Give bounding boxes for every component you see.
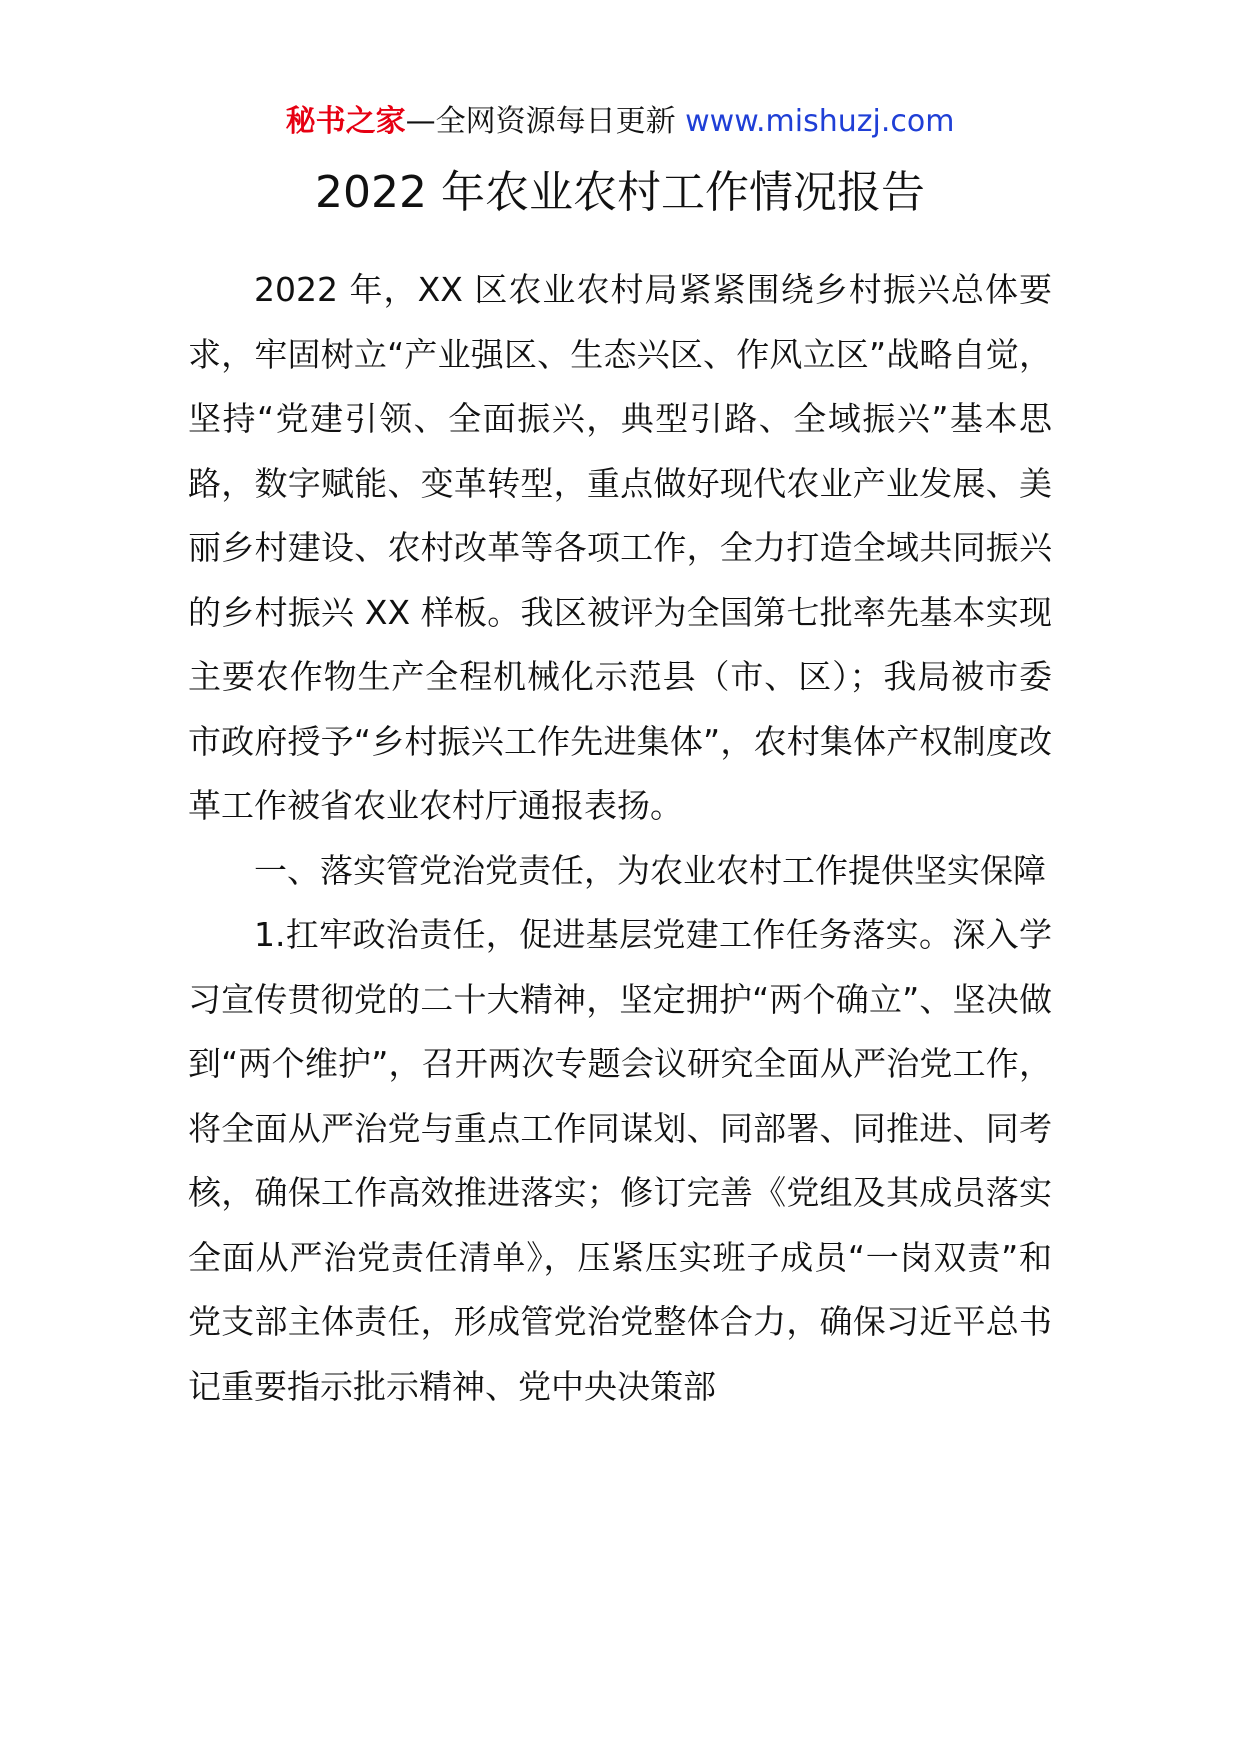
intro-paragraph: 2022 年，XX 区农业农村局紧紧围绕乡村振兴总体要求，牢固树立“产业强区、生态兴区、作风立区”战略自觉，坚持“党建引领、全面振兴，典型引路、全域振兴”基本思路，数字赋能、变革转型，重点做好现代农业产业发展、美丽乡村建设、农村改革等各项工作，全力打造全域共同振兴的乡村振兴 XX 样板。我区被评为全国第七批率先基本实现主要农作物生产全程机械化示范县（市、区）；我局被市委市政府授予“乡村振兴工作先进集体”，农村集体产权制度改革工作被省农业农村厅通报表扬。 — [188, 270, 1052, 825]
header-slogan: —全网资源每日更新 — [405, 104, 676, 139]
site-url-link[interactable]: www.mishuzj.com — [685, 104, 955, 139]
section-heading: 一、落实管党治党责任，为农业农村工作提供坚实保障 — [254, 850, 1046, 890]
document-title: 2022 年农业农村工作情况报告 — [315, 167, 925, 218]
body-paragraph: 1.扛牢政治责任，促进基层党建工作任务落实。深入学习宣传贯彻党的二十大精神，坚定拥护“两个确立”、坚决做到“两个维护”，召开两次专题会议研究全面从严治党工作，将全面从严治党与重点工作同谋划、同部署、同推进、同考核，确保工作高效推进落实；修订完善《党组及其成员落实全面从严治党责任清单》，压紧压实班子成员“一岗双责”和党支部主体责任，形成管党治党整体合力，确保习近平总书记重要指示批示精神、党中央决策部 — [188, 915, 1052, 1406]
document-body — [188, 258, 1052, 1419]
site-header — [0, 100, 1240, 144]
brand-name: 秘书之家 — [285, 104, 406, 139]
